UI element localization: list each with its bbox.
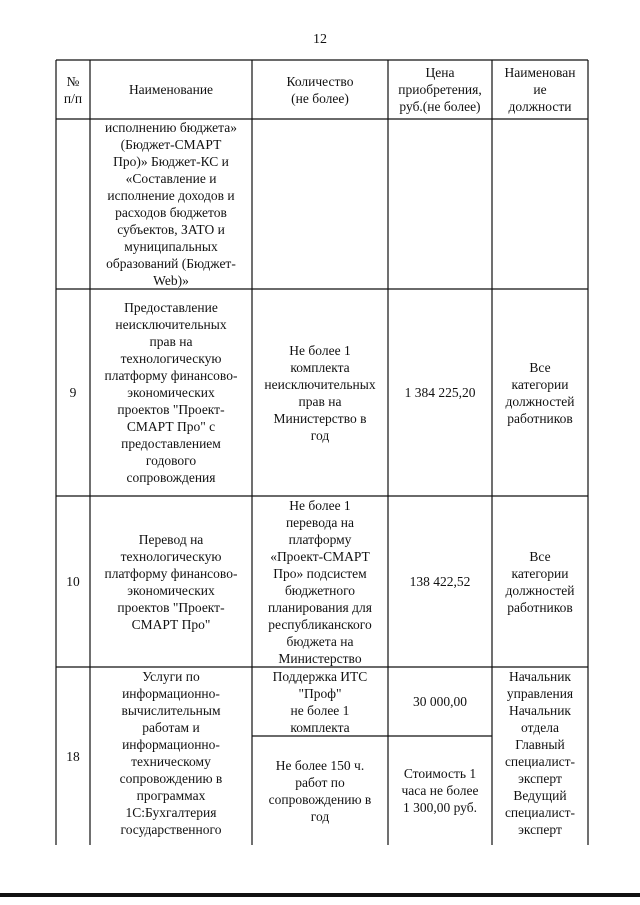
row-9-price: 1 384 225,20: [404, 385, 476, 400]
header-number: № п/п: [63, 73, 83, 106]
row-10-price: 138 422,52: [409, 574, 471, 589]
row-18-price-support: 30 000,00: [413, 694, 467, 709]
row-18-quantity-hours: Не более 150 ч. работ по сопровождению в год: [268, 757, 372, 824]
row-continuation-number: [56, 119, 90, 289]
row-continuation-name: исполнению бюджета» (Бюджет-СМАРТ Про)» Бюджет-КС и «Составление и исполнение доходов и расходов бюджетов субъектов, ЗАТО и муниципальных образований (Бюджет- Web)»: [105, 120, 237, 288]
row-18-number: 18: [66, 748, 80, 764]
row-18-name: Услуги по информационно- вычислительным работам и информационно- техническому сопровождению в программах 1С:Бухгалтерия государственного: [119, 669, 223, 837]
row-10-number: 10: [66, 574, 80, 589]
row-9-position: Все категории должностей работников: [505, 359, 575, 426]
row-10-name: Перевод на технологическую платформу финансово- экономических проектов "Проект- СМАРТ Про": [104, 531, 238, 632]
row-18-position: Начальник управления Начальник отдела Главный специалист- эксперт Ведущий специалист- эксперт: [504, 669, 576, 837]
row-18-quantity-support: Поддержка ИТС "Проф" не более 1 комплекта: [272, 668, 368, 735]
header-name: Наименование: [128, 82, 214, 97]
row-continuation-position: [492, 119, 588, 289]
row-10-quantity: Не более 1 перевода на платформу «Проект-СМАРТ Про» подсистем бюджетного планирования для республиканского бюджета на Министерство: [268, 497, 372, 666]
row-continuation-quantity: [252, 119, 388, 289]
row-9-name: Предоставление неисключительных прав на технологическую платформу финансово- экономических проектов "Проект- СМАРТ Про" с предоставлением годового сопровождения: [104, 300, 238, 485]
page-bottom-rule: [0, 893, 640, 897]
row-continuation-price: [388, 119, 492, 289]
row-10-position: Все категории должностей работников: [505, 548, 575, 615]
header-quantity: Количество (не более): [286, 73, 354, 106]
row-18-price-hours: Стоимость 1 часа не более 1 300,00 руб.: [401, 766, 479, 815]
row-9-number: 9: [69, 385, 77, 400]
header-price: Цена приобретения, руб.(не более): [398, 65, 482, 114]
page-number: 12: [313, 32, 327, 47]
row-9-quantity: Не более 1 комплекта неисключительных прав на Министерство в год: [264, 342, 376, 443]
header-position: Наименован ие должности: [504, 65, 576, 114]
